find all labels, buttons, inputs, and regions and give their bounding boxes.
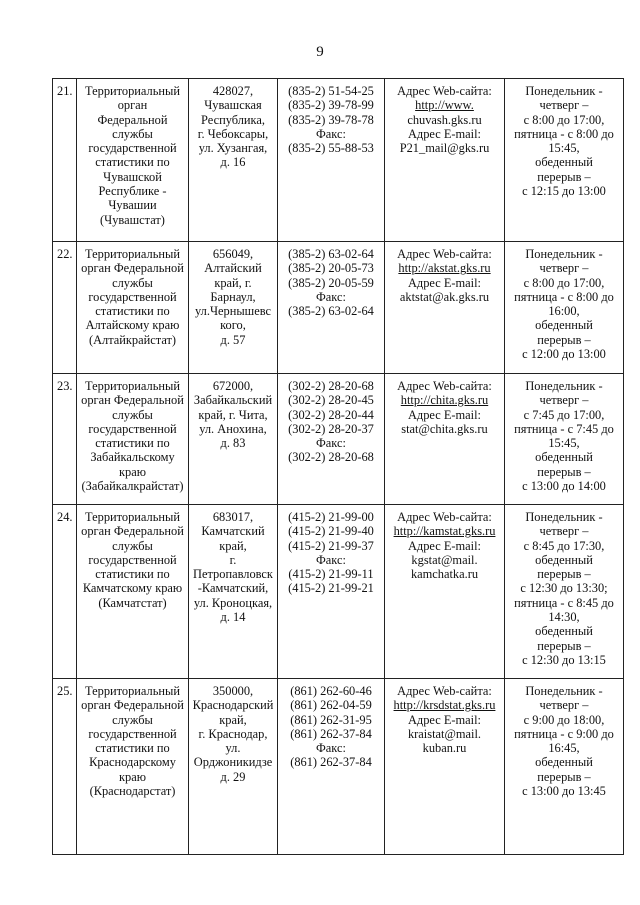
working-hours-line: четверг – xyxy=(539,393,589,408)
address-line: д. 29 xyxy=(220,769,246,784)
org-name-line: Территориальный xyxy=(85,247,180,261)
address-line: г. xyxy=(229,552,237,567)
org-name-cell xyxy=(77,242,189,374)
org-name-line: статистики по xyxy=(95,436,170,451)
org-name-line: государственной xyxy=(88,421,177,436)
address-line: г. Краснодар, xyxy=(198,726,268,741)
working-hours-cell xyxy=(505,505,624,679)
phones-line: (835-2) 51-54-25 xyxy=(288,84,374,98)
working-hours-line: Понедельник - xyxy=(525,84,603,98)
org-name-line: государственной xyxy=(88,552,177,567)
working-hours-line: с 13:00 до 14:00 xyxy=(522,479,606,494)
working-hours-line: Понедельник - xyxy=(525,510,603,524)
phones-line: (385-2) 63-02-64 xyxy=(288,247,374,261)
phones-line: Факс: xyxy=(316,436,346,451)
address-line: край, г. xyxy=(214,275,252,290)
working-hours-line: четверг – xyxy=(539,261,589,276)
phones-line: (861) 262-60-46 xyxy=(290,684,372,698)
phones-cell xyxy=(278,679,385,855)
org-name-cell xyxy=(77,374,189,505)
address-cell xyxy=(189,679,278,855)
web-contacts-cell xyxy=(385,679,505,855)
phones-line: (302-2) 28-20-68 xyxy=(288,379,374,393)
working-hours-cell xyxy=(505,242,624,374)
phones-line: (861) 262-04-59 xyxy=(290,698,372,713)
working-hours-line: обеденный xyxy=(535,450,593,465)
web-contacts-line: Адрес Web-сайта: xyxy=(397,84,492,98)
working-hours-line: перерыв – xyxy=(537,638,591,653)
org-name-line: орган xyxy=(117,98,148,113)
working-hours-line: 14:30, xyxy=(548,610,580,625)
org-name-line: Территориальный xyxy=(85,684,180,698)
address-line: -Камчатский, xyxy=(197,581,269,596)
working-hours-line: четверг – xyxy=(539,98,589,113)
web-contacts-cell xyxy=(385,79,505,242)
table-row xyxy=(53,79,624,242)
org-name-line: Забайкальскому xyxy=(90,450,175,465)
web-contacts-line: Адрес E-mail: xyxy=(407,275,481,290)
working-hours-line: перерыв – xyxy=(537,464,591,479)
address-line: д. 83 xyxy=(220,436,246,451)
working-hours-line: Понедельник - xyxy=(525,247,603,261)
working-hours-line: пятница - с 7:45 до xyxy=(514,421,614,436)
working-hours-line: с 12:30 до 13:15 xyxy=(522,652,606,667)
working-hours-line: обеденный xyxy=(535,552,593,567)
working-hours-line: с 8:45 до 17:30, xyxy=(523,538,605,553)
working-hours-line: четверг – xyxy=(539,698,589,713)
address-line: кого, xyxy=(220,318,246,333)
address-line: Барнаул, xyxy=(210,289,256,304)
org-name-line: орган Федеральной xyxy=(81,261,184,276)
org-name-line: Алтайскому краю xyxy=(85,318,180,333)
table-row xyxy=(53,242,624,374)
org-name-cell xyxy=(77,679,189,855)
phones-line: Факс: xyxy=(316,741,346,756)
phones-line: (415-2) 21-99-37 xyxy=(288,538,374,553)
phones-line: (385-2) 63-02-64 xyxy=(288,304,374,319)
org-name-line: Чувашии xyxy=(108,198,157,213)
phones-line: Факс: xyxy=(316,289,346,304)
address-line: г. Чебоксары, xyxy=(197,126,269,141)
org-name-line: краю xyxy=(119,464,146,479)
working-hours-line: с 13:00 до 13:45 xyxy=(522,784,606,799)
website-link[interactable]: http://akstat.gks.ru xyxy=(398,261,491,276)
org-name-line: статистики по xyxy=(95,304,170,319)
web-contacts-line: chuvash.gks.ru xyxy=(407,112,482,127)
address-line: край, xyxy=(219,538,247,553)
phones-line: (302-2) 28-20-37 xyxy=(288,421,374,436)
phones-line: Факс: xyxy=(316,552,346,567)
working-hours-line: пятница - с 8:00 до xyxy=(514,289,614,304)
table-row xyxy=(53,679,624,855)
address-line: ул. Кроноцкая, xyxy=(193,595,273,610)
address-line: 672000, xyxy=(212,379,254,393)
org-name-line: орган Федеральной xyxy=(81,698,184,713)
web-contacts-line: P21_mail@gks.ru xyxy=(399,141,490,156)
org-name-line: службы xyxy=(112,538,153,553)
working-hours-line: 16:00, xyxy=(548,304,580,319)
web-contacts-cell xyxy=(385,242,505,374)
working-hours-line: 15:45, xyxy=(548,141,580,156)
org-name-line: статистики по xyxy=(95,155,170,170)
web-contacts-cell xyxy=(385,505,505,679)
working-hours-line: с 8:00 до 17:00, xyxy=(523,275,605,290)
working-hours-line: пятница - с 8:45 до xyxy=(514,595,614,610)
address-line: д. 16 xyxy=(220,155,246,170)
web-contacts-line: Адрес Web-сайта: xyxy=(397,247,492,261)
website-link[interactable]: http://www. xyxy=(415,98,474,113)
working-hours-line: с 8:00 до 17:00, xyxy=(523,112,605,127)
org-name-line: Камчатскому краю xyxy=(82,581,183,596)
web-contacts-line: kamchatka.ru xyxy=(410,567,479,582)
working-hours-line: 15:45, xyxy=(548,436,580,451)
org-name-line: государственной xyxy=(88,289,177,304)
org-name-line: Территориальный xyxy=(85,510,180,524)
address-line: д. 14 xyxy=(220,610,246,625)
working-hours-line: обеденный xyxy=(535,155,593,170)
web-contacts-line: kuban.ru xyxy=(422,741,467,756)
address-line: Камчатский xyxy=(201,524,265,539)
working-hours-cell xyxy=(505,79,624,242)
org-name-line: Федеральной xyxy=(97,112,168,127)
phones-line: (385-2) 20-05-73 xyxy=(288,261,374,276)
address-cell xyxy=(189,505,278,679)
working-hours-line: пятница - с 8:00 до xyxy=(514,126,614,141)
working-hours-line: с 12:15 до 13:00 xyxy=(522,184,606,199)
org-name-line: орган Федеральной xyxy=(81,524,184,539)
org-name-line: статистики по xyxy=(95,567,170,582)
working-hours-line: с 9:00 до 18:00, xyxy=(523,712,605,727)
row-number: 22. xyxy=(53,242,77,374)
table-body xyxy=(53,79,624,855)
working-hours-cell xyxy=(505,374,624,505)
phones-line: (302-2) 28-20-44 xyxy=(288,407,374,422)
phones-line: (861) 262-37-84 xyxy=(290,755,372,770)
org-name-line: Чувашской xyxy=(103,169,162,184)
org-name-line: Краснодарскому xyxy=(89,755,176,770)
working-hours-line: с 12:30 до 13:30; xyxy=(520,581,608,596)
website-link[interactable]: http://krsdstat.gks.ru xyxy=(393,698,496,713)
address-cell xyxy=(189,79,278,242)
working-hours-line: перерыв – xyxy=(537,332,591,347)
web-contacts-line: Адрес E-mail: xyxy=(407,407,481,422)
org-name-line: (Камчатстат) xyxy=(98,595,167,610)
org-name-line: (Забайкалкрайстат) xyxy=(81,479,184,494)
working-hours-line: Понедельник - xyxy=(525,684,603,698)
row-number: 25. xyxy=(53,679,77,855)
page-number: 9 xyxy=(316,44,324,60)
address-line: ул. Хузангая, xyxy=(198,141,268,156)
org-name-line: службы xyxy=(112,712,153,727)
org-name-line: краю xyxy=(119,769,146,784)
working-hours-line: перерыв – xyxy=(537,169,591,184)
org-name-line: статистики по xyxy=(95,741,170,756)
address-line: Республика, xyxy=(201,112,265,127)
address-cell xyxy=(189,242,278,374)
web-contacts-line: Адрес Web-сайта: xyxy=(397,379,492,393)
website-link[interactable]: http://kamstat.gks.ru xyxy=(393,524,496,539)
web-contacts-cell xyxy=(385,374,505,505)
table-row xyxy=(53,505,624,679)
web-contacts-line: kgstat@mail. xyxy=(411,552,478,567)
phones-cell xyxy=(278,79,385,242)
web-contacts-line: Адрес Web-сайта: xyxy=(397,510,492,524)
row-number: 24. xyxy=(53,505,77,679)
working-hours-cell xyxy=(505,679,624,855)
working-hours-line: с 7:45 до 17:00, xyxy=(523,407,605,422)
org-name-line: государственной xyxy=(88,141,177,156)
phones-line: (302-2) 28-20-45 xyxy=(288,393,374,408)
table-row xyxy=(53,374,624,505)
phones-cell xyxy=(278,505,385,679)
phones-line: (835-2) 39-78-99 xyxy=(288,98,374,113)
org-name-line: (Чувашстат) xyxy=(100,212,165,227)
website-link[interactable]: http://chita.gks.ru xyxy=(400,393,489,408)
row-number: 23. xyxy=(53,374,77,505)
web-contacts-line: kraistat@mail. xyxy=(407,726,481,741)
org-name-line: Территориальный xyxy=(85,84,180,98)
org-name-line: службы xyxy=(112,126,153,141)
phones-cell xyxy=(278,242,385,374)
phones-line: Факс: xyxy=(316,126,346,141)
phones-line: (415-2) 21-99-40 xyxy=(288,524,374,539)
web-contacts-line: Адрес E-mail: xyxy=(407,126,481,141)
phones-cell xyxy=(278,374,385,505)
org-name-line: (Алтайкрайстат) xyxy=(88,332,177,347)
web-contacts-line: Адрес E-mail: xyxy=(407,712,481,727)
web-contacts-line: Адрес E-mail: xyxy=(407,538,481,553)
address-line: 350000, xyxy=(212,684,254,698)
working-hours-line: обеденный xyxy=(535,755,593,770)
registry-table xyxy=(52,78,624,855)
working-hours-line: 16:45, xyxy=(548,741,580,756)
address-line: Алтайский xyxy=(204,261,262,276)
web-contacts-line: Адрес Web-сайта: xyxy=(397,684,492,698)
org-name-line: Территориальный xyxy=(85,379,180,393)
address-line: Краснодарский xyxy=(192,698,274,713)
working-hours-line: пятница - с 9:00 до xyxy=(514,726,614,741)
phones-line: (861) 262-37-84 xyxy=(290,726,372,741)
phones-line: (835-2) 39-78-78 xyxy=(288,112,374,127)
phones-line: (415-2) 21-99-11 xyxy=(288,567,374,582)
address-line: д. 57 xyxy=(220,332,246,347)
working-hours-line: перерыв – xyxy=(537,769,591,784)
address-line: 656049, xyxy=(212,247,254,261)
working-hours-line: перерыв – xyxy=(537,567,591,582)
org-name-line: службы xyxy=(112,407,153,422)
address-line: край, г. Чита, xyxy=(198,407,268,422)
address-line: Чувашская xyxy=(204,98,262,113)
address-line: край, xyxy=(219,712,247,727)
address-line: Забайкальский xyxy=(193,393,273,408)
address-line: 683017, xyxy=(212,510,254,524)
phones-line: (302-2) 28-20-68 xyxy=(288,450,374,465)
address-line: ул.Чернышевс xyxy=(195,304,271,319)
org-name-line: (Краснодарстат) xyxy=(89,784,176,799)
web-contacts-line: aktstat@ak.gks.ru xyxy=(399,289,490,304)
working-hours-line: обеденный xyxy=(535,624,593,639)
address-cell xyxy=(189,374,278,505)
web-contacts-line: stat@chita.gks.ru xyxy=(401,421,488,436)
working-hours-line: четверг – xyxy=(539,524,589,539)
working-hours-line: обеденный xyxy=(535,318,593,333)
org-name-line: службы xyxy=(112,275,153,290)
org-name-line: Республике - xyxy=(98,184,167,199)
org-name-line: орган Федеральной xyxy=(81,393,184,408)
working-hours-line: с 12:00 до 13:00 xyxy=(522,347,606,362)
working-hours-line: Понедельник - xyxy=(525,379,603,393)
row-number: 21. xyxy=(53,79,77,242)
phones-line: (385-2) 20-05-59 xyxy=(288,275,374,290)
org-name-cell xyxy=(77,505,189,679)
phones-line: (835-2) 55-88-53 xyxy=(288,141,374,156)
address-line: 428027, xyxy=(212,84,254,98)
phones-line: (861) 262-31-95 xyxy=(290,712,372,727)
org-name-line: государственной xyxy=(88,726,177,741)
address-line: Орджоникидзе xyxy=(193,755,273,770)
address-line: Петропавловск xyxy=(193,567,273,582)
phones-line: (415-2) 21-99-00 xyxy=(288,510,374,524)
org-name-cell xyxy=(77,79,189,242)
address-line: ул. xyxy=(225,741,241,756)
phones-line: (415-2) 21-99-21 xyxy=(288,581,374,596)
address-line: ул. Анохина, xyxy=(199,421,267,436)
